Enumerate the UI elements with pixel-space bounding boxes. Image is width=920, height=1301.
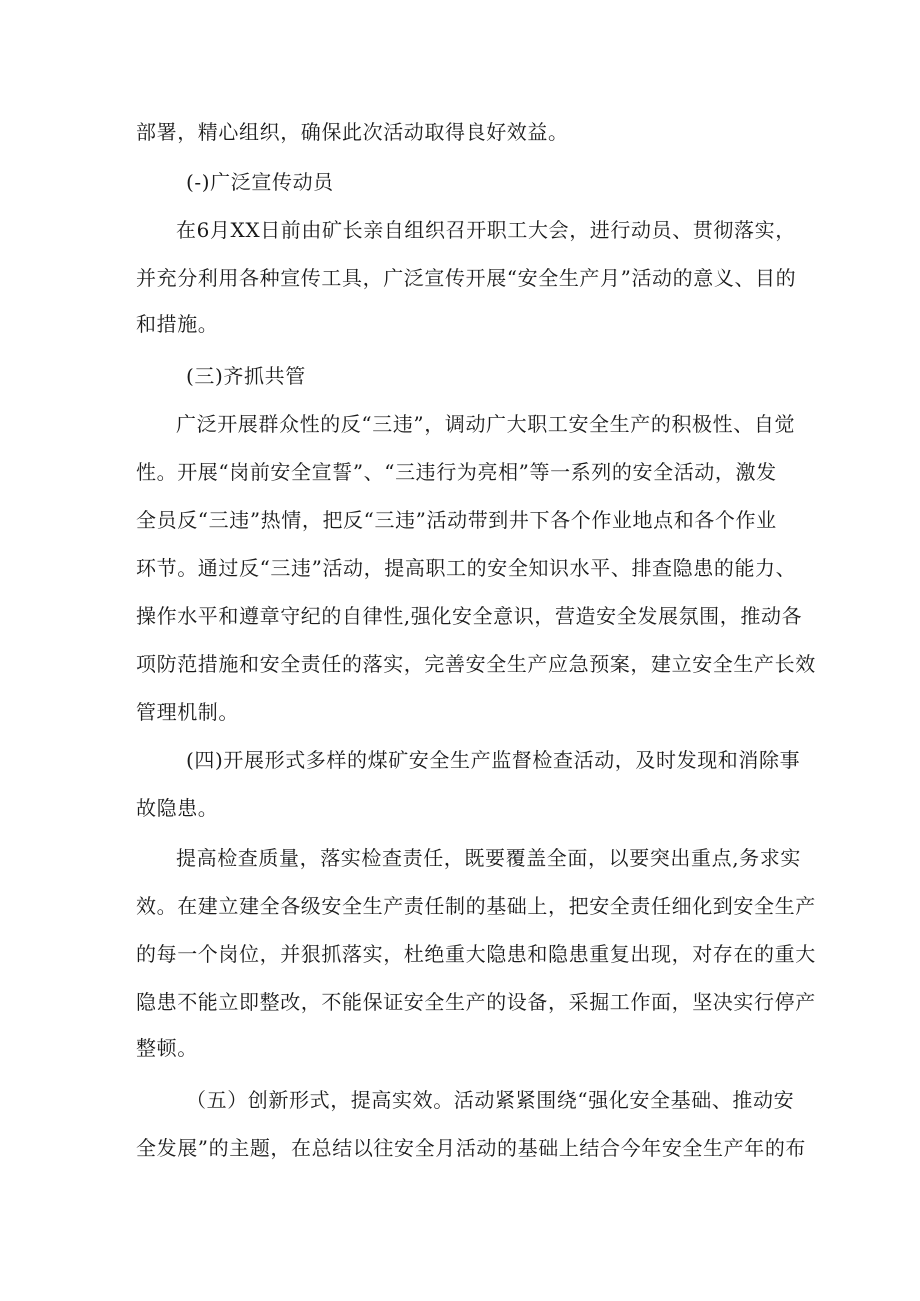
- section-heading: (-)广泛宣传动员: [186, 170, 334, 194]
- text-line: 操作水平和遵章守纪的自律性,强化安全意识，营造安全发展氛围，推动各: [136, 604, 803, 628]
- text-line: 隐患不能立即整改，不能保证安全生产的设备，采掘工作面，坚决实行停产: [136, 990, 816, 1014]
- text-line: 全发展”的主题，在总结以往安全月活动的基础上结合今年安全生产年的布: [136, 1136, 807, 1160]
- section-heading: (四)开展形式多样的煤矿安全生产监督检查活动，及时发现和消除事: [186, 748, 801, 772]
- text-line: 并充分利用各种宣传工具，广泛宣传开展“安全生产月”活动的意义、目的: [136, 266, 797, 290]
- section-heading: （五）创新形式，提高实效。活动紧紧围绕“强化安全基础、推动安: [186, 1088, 795, 1112]
- section-heading: (三)齐抓共管: [186, 364, 306, 388]
- text-line: 提高检查质量，落实检查责任，既要覆盖全面，以要突出重点,务求实: [176, 846, 801, 870]
- text-line: 项防范措施和安全责任的落实，完善安全生产应急预案，建立安全生产长效: [136, 652, 816, 676]
- text-line: 性。开展“岗前安全宣誓”、“三违行为亮相”等一系列的安全活动，激发: [136, 460, 777, 484]
- text-line: 效。在建立建全各级安全生产责任制的基础上，把安全责任细化到安全生产: [136, 894, 816, 918]
- text-line: 和措施。: [136, 312, 219, 336]
- text-line: 整顿。: [136, 1036, 198, 1060]
- text-line: 的每一个岗位，并狠抓落实，杜绝重大隐患和隐患重复出现，对存在的重大: [136, 942, 816, 966]
- text-line: 环节。通过反“三违”活动，提高职工的安全知识水平、排查隐患的能力、: [136, 556, 797, 580]
- text-line: 广泛开展群众性的反“三违”，调动广大职工安全生产的积极性、自觉: [176, 412, 796, 436]
- text-line: 全员反“三违”热情，把反“三违”活动带到井下各个作业地点和各个作业: [136, 508, 777, 532]
- text-line: 在6月XX日前由矿长亲自组织召开职工大会，进行动员、贯彻落实，: [176, 218, 796, 242]
- text-line: 故隐患。: [136, 796, 219, 820]
- text-line: 部署，精心组织，确保此次活动取得良好效益。: [136, 120, 569, 144]
- text-line: 管理机制。: [136, 700, 239, 724]
